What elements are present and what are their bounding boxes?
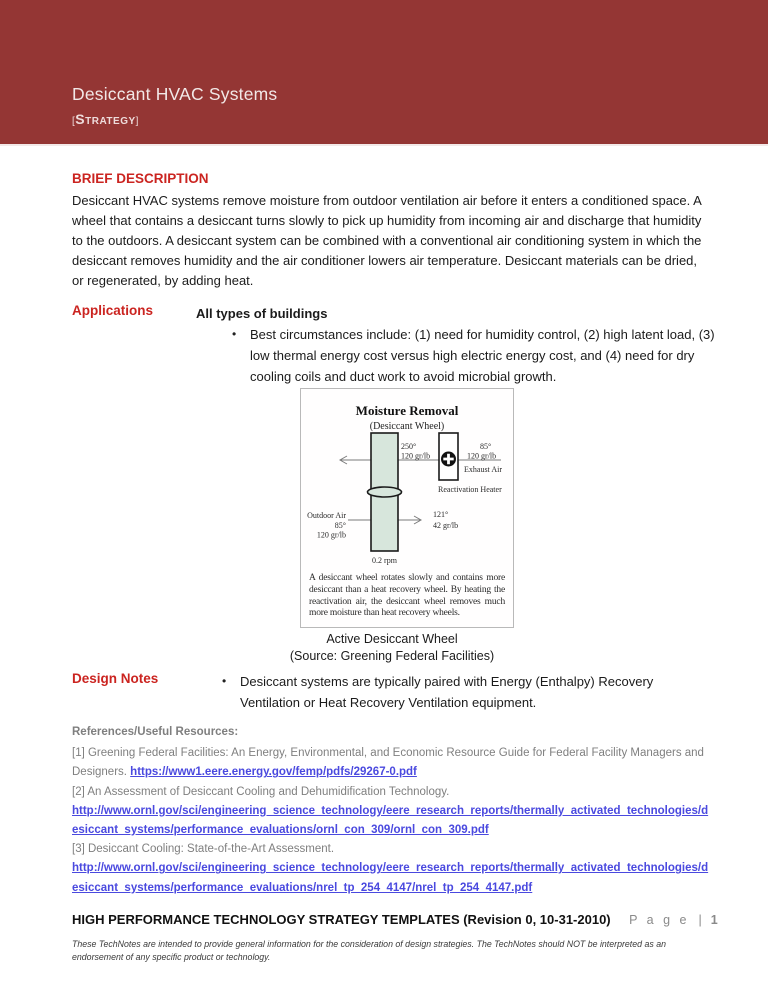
label-rpm: 0.2 rpm: [372, 556, 397, 565]
reference-item: [72, 859, 712, 897]
wheel-rotation-ellipse: [368, 487, 402, 497]
label-outdoor-air: Outdoor Air: [307, 511, 346, 520]
references-heading: References/Useful Resources:: [72, 726, 239, 739]
subtitle-bracket-close: ]: [135, 116, 139, 127]
reference-text: [2] An Assessment of Desiccant Cooling and Dehumidification Technology.: [72, 785, 450, 798]
page-number: 1: [710, 912, 718, 927]
references-section: [72, 723, 712, 898]
design-notes-bullet-text: Desiccant systems are typically paired with Energy (Enthalpy) Recovery Ventilation or Heat Recovery Ventilation equipment.: [240, 674, 654, 711]
design-notes-section: [72, 671, 712, 713]
reference-item: [72, 744, 712, 782]
label-out-grains: 42 gr/lb: [433, 521, 459, 530]
label-out-temp: 121°: [433, 510, 449, 519]
brief-description-heading: BRIEF DESCRIPTION: [72, 171, 209, 186]
applications-label: Applications: [72, 303, 154, 318]
figure-inner-caption: A desiccant wheel rotates slowly and contains more desiccant than a heat recovery wheel. By heating the reactivation air, the desiccant wheel removes much more moisture than heat recovery wheels.: [309, 573, 505, 619]
figure-caption-block: [72, 631, 712, 665]
reference-item: [72, 783, 712, 802]
page-indicator: [629, 913, 718, 927]
design-notes-label: Design Notes: [72, 671, 159, 687]
design-notes-content: [196, 671, 712, 713]
reference-link-femp[interactable]: https://www1.eere.energy.gov/femp/pdfs/29267-0.pdf: [130, 766, 417, 779]
label-right-grains: 120 gr/lb: [467, 451, 497, 461]
label-right-temp: 85°: [480, 442, 492, 451]
applications-content: [196, 303, 720, 387]
document-body: [0, 146, 768, 964]
label-outdoor-grains: 120 gr/lb: [316, 530, 346, 540]
desiccant-wheel-diagram: [301, 391, 513, 567]
footer: [72, 911, 718, 929]
page-word: P a g e: [629, 912, 690, 927]
subtitle-rest: TRATEGY: [85, 116, 136, 127]
bullet-icon: •: [222, 674, 227, 689]
subtitle-initial: S: [75, 111, 86, 127]
subtitle-bracket-open: [: [72, 116, 76, 127]
bullet-icon: •: [232, 327, 237, 341]
figure-caption-source: (Source: Greening Federal Facilities): [289, 649, 495, 664]
applications-bullet-item: [196, 324, 720, 387]
reference-link-nrel-tp-254[interactable]: http://www.ornl.gov/sci/engineering_science_technology/eere_research_reports/thermally_activated_technologies/desiccant_systems/performance_evaluations/nrel_tp_254_4147/nrel_tp_254_4147.pdf: [72, 862, 709, 894]
applications-bullet-text: Best circumstances include: (1) need for humidity control, (2) high latent load, (3) low thermal energy cost versus high electric energy cost, and (4) need for dry cooling coils and duct work to avoid microbial growth.: [250, 327, 715, 384]
reference-text: [3] Desiccant Cooling: State-of-the-Art Assessment.: [72, 843, 335, 856]
figure-subtitle: (Desiccant Wheel): [369, 421, 445, 432]
label-top-temp: 250°: [401, 442, 417, 451]
brief-description-section: [72, 171, 712, 291]
title-banner: [0, 0, 768, 146]
label-exhaust-air: Exhaust Air: [464, 465, 502, 474]
reference-text: [1] Greening Federal Facilities: An Energy, Environmental, and Economic Resource Guide for Federal Facility Managers and Designers.: [72, 747, 704, 779]
reference-link-ornl-con-309[interactable]: http://www.ornl.gov/sci/engineering_science_technology/eere_research_reports/thermally_activated_technologies/desiccant_systems/performance_evaluations/ornl_con_309/ornl_con_309.pdf: [72, 804, 709, 836]
footer-title: HIGH PERFORMANCE TECHNOLOGY STRATEGY TEMPLATES (Revision 0, 10-31-2010): [72, 911, 611, 927]
brief-description-text: Desiccant HVAC systems remove moisture from outdoor ventilation air before it enters a conditioned space. A wheel that contains a desiccant turns slowly to pick up humidity from incoming air and discharge that humidity to the outdoors. A desiccant system can be combined with a conventional air conditioning system in which the desiccant removes humidity and the air conditioner lowers air temperature. Desiccant materials can be dried, or regenerated, by adding heat.: [72, 193, 702, 288]
reference-item: [72, 840, 712, 859]
label-outdoor-temp: 85°: [334, 521, 346, 530]
document-subtitle: [72, 111, 696, 127]
label-top-grains: 120 gr/lb: [401, 451, 431, 461]
page-divider: |: [698, 912, 702, 927]
desiccant-wheel-figure: [300, 388, 514, 628]
document-title: Desiccant HVAC Systems: [72, 84, 278, 104]
label-reactivation-heater: Reactivation Heater: [438, 485, 502, 494]
disclaimer-text: These TechNotes are intended to provide general information for the consideration of design strategies. The TechNotes should NOT be interpreted as an endorsement of any specific product or technology.: [72, 938, 666, 962]
applications-section: [72, 303, 715, 387]
reference-item: [72, 802, 712, 840]
figure-title: Moisture Removal: [355, 403, 459, 418]
design-notes-bullet-item: [196, 671, 712, 713]
figure-caption-title: Active Desiccant Wheel: [326, 632, 458, 647]
applications-subheading: All types of buildings: [196, 306, 328, 321]
